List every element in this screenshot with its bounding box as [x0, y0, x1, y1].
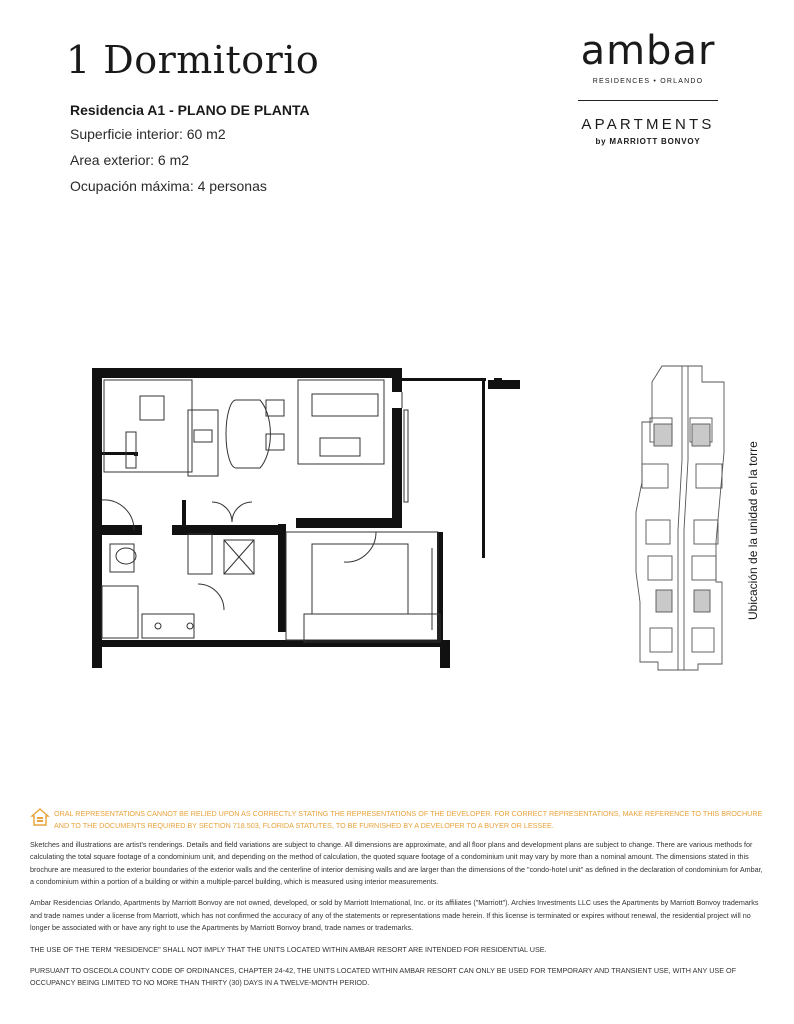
logo-divider: [578, 100, 718, 101]
logo-apartments: APARTMENTS: [581, 116, 715, 133]
disclaimer-paragraph-3: THE USE OF THE TERM "RESIDENCE" SHALL NOT IMPLY THAT THE UNITS LOCATED WITHIN AMBAR RESORT ARE INTENDED FOR RESIDENTIAL USE.: [30, 944, 547, 954]
tower-outline: [636, 366, 724, 670]
logo-brand: ambar: [580, 28, 716, 74]
unit-interior-area: Superficie interior: 60 m2: [70, 126, 226, 142]
disclaimer-paragraph-4: PURSUANT TO OSCEOLA COUNTY CODE OF ORDINANCES, CHAPTER 24-42, THE UNITS LOCATED WITHIN AMBAR RESORT CAN ONLY BE USED FOR TEMPORARY AND TRANSIENT USE, WITH ANY USE OF OCCUPANCY BEING LIMITED TO NO MORE THAN THIRTY (30) DAYS IN A TWELVE-MONTH PERIOD.: [30, 966, 736, 988]
logo-by-line: by MARRIOTT BONVOY: [595, 137, 701, 146]
equal-housing-icon: [30, 808, 50, 826]
legal-disclaimer: [30, 808, 768, 999]
floor-plan-fixtures: [102, 380, 440, 642]
disclaimer-warning-text: ORAL REPRESENTATIONS CANNOT BE RELIED UPON AS CORRECTLY STATING THE REPRESENTATIONS OF THE DEVELOPER. FOR CORRECT REPRESENTATIONS, MAKE REFERENCE TO THIS BROCHURE AND TO THE DOCUMENTS REQUIRED BY SECTION 718.503, FLORIDA STATUTES, TO BE FURNISHED BY A DEVELOPER TO A BUYER OR LESSEE.: [54, 809, 763, 831]
unit-max-occupancy: Ocupación máxima: 4 personas: [70, 178, 267, 194]
ambar-logo: [560, 28, 736, 146]
disclaimer-paragraph-1: Sketches and illustrations are artist's renderings. Details and field variations are subject to change. All dimensions are approximate, and all floor plans and development plans are subject to change. There are various methods for calculating the total square footage of a condominium unit, and depending on the method of calculation, the quoted square footage of a condominium unit may vary by more than a nominal amount. The dimensions stated in this brochure are measured to the exterior boundaries of the exterior walls and the centerline of interior demising walls and are larger than the dimensions of the "condo-hotel unit" as defined in the declaration of condominium for Ambar, a condominium within a portion of a building or within a multiple-parcel building, which is measured using interior measurements.: [30, 839, 763, 887]
unit-exterior-area: Area exterior: 6 m2: [70, 152, 190, 168]
tower-location-label: Ubicación de la unidad en la torre: [746, 441, 760, 620]
page-title: 1 Dormitorio: [66, 38, 320, 82]
unit-info: [70, 102, 310, 204]
floor-plan: [90, 360, 530, 672]
disclaimer-warning: [30, 808, 768, 833]
unit-heading: Residencia A1 - PLANO DE PLANTA: [70, 102, 310, 118]
tower-location-map: [632, 360, 732, 672]
logo-subtitle: RESIDENCES • ORLANDO: [592, 78, 704, 85]
disclaimer-paragraph-2: Ambar Residencias Orlando, Apartments by Marriott Bonvoy are not owned, developed, or sold by Marriott International, Inc. or its affiliates ("Marriott"). Archies Investments LLC uses the Apartments by Marriott Bonvoy trademarks and trade names under a license from Marriott, which has not confirmed the accuracy of any of the statements or representations made herein. If this license is terminated or expires without renewal, the residential project will no longer be associated with or have any right to use the Apartments by Marriott Bonvoy brand, trade names or trademarks.: [30, 898, 759, 933]
